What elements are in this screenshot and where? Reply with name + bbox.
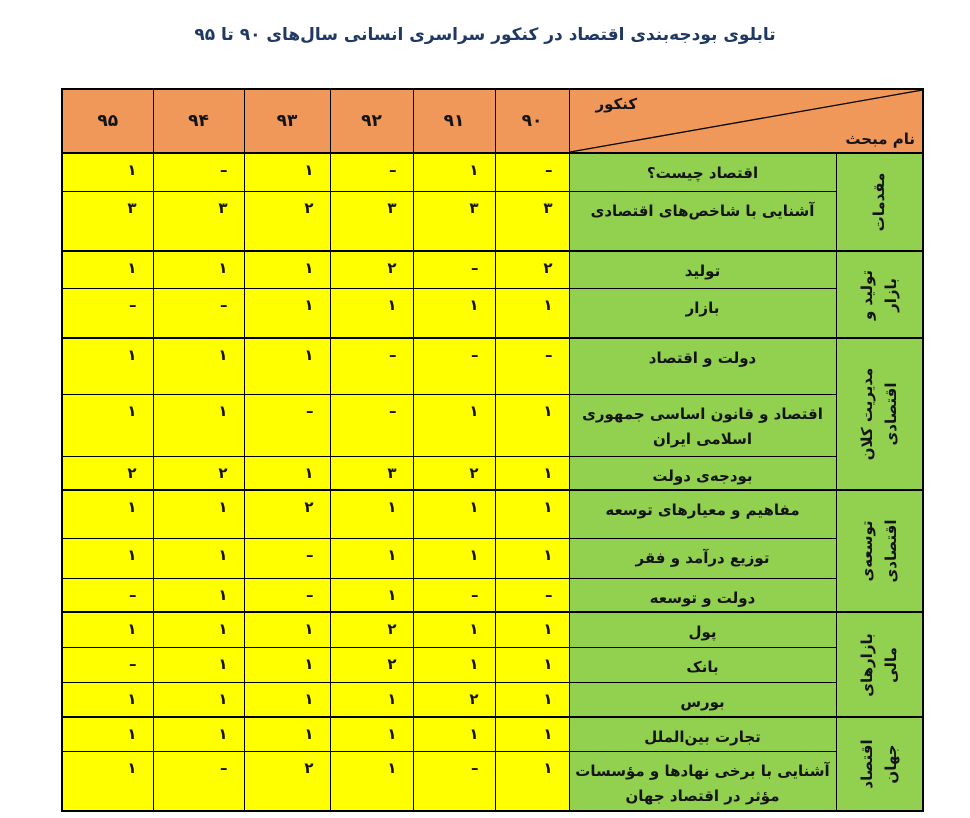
- value-cell: ۳: [153, 191, 244, 251]
- corner-label-konkur: کنکور: [595, 95, 638, 113]
- value-cell: ۱: [244, 288, 330, 338]
- topic-cell: دولت و اقتصاد: [569, 338, 836, 394]
- value-cell: –: [413, 751, 495, 811]
- table-row: [62, 751, 923, 811]
- value-cell: ۱: [495, 647, 569, 682]
- table-row: [62, 191, 923, 251]
- value-cell: ۲: [244, 490, 330, 538]
- value-cell: –: [153, 288, 244, 338]
- topic-cell: مفاهیم و معیارهای توسعه: [569, 490, 836, 538]
- table-row: [62, 490, 923, 538]
- group-cell: [836, 612, 923, 717]
- group-cell: [836, 717, 923, 811]
- value-cell: ۱: [244, 251, 330, 288]
- value-cell: ۱: [153, 251, 244, 288]
- topic-cell: توزیع درآمد و فقر: [569, 538, 836, 578]
- value-cell: ۳: [413, 191, 495, 251]
- topic-cell: بودجه‌ی دولت: [569, 456, 836, 490]
- topic-cell: تولید: [569, 251, 836, 288]
- value-cell: –: [495, 578, 569, 612]
- value-cell: ۱: [153, 338, 244, 394]
- value-cell: ۱: [495, 751, 569, 811]
- value-cell: ۱: [62, 153, 153, 191]
- value-cell: ۱: [413, 538, 495, 578]
- budget-table-body: [62, 153, 923, 811]
- value-cell: –: [413, 338, 495, 394]
- header-row: [62, 89, 923, 153]
- value-cell: ۱: [495, 394, 569, 456]
- value-cell: ۳: [62, 191, 153, 251]
- value-cell: –: [244, 394, 330, 456]
- value-cell: ۳: [495, 191, 569, 251]
- group-label: اقتصاد جهان: [858, 739, 901, 789]
- group-label: مدیریت کلان اقتصادی: [858, 367, 901, 461]
- group-label: تولید و بازار: [858, 269, 901, 320]
- table-row: [62, 338, 923, 394]
- table-row: [62, 456, 923, 490]
- topic-cell: بورس: [569, 682, 836, 717]
- group-cell: [836, 490, 923, 612]
- year-header-95: ۹۵: [62, 89, 153, 153]
- value-cell: ۱: [495, 456, 569, 490]
- corner-label-topic-name: نام مبحث: [845, 130, 915, 148]
- value-cell: ۲: [153, 456, 244, 490]
- value-cell: ۱: [153, 717, 244, 751]
- value-cell: ۱: [244, 153, 330, 191]
- value-cell: ۱: [495, 682, 569, 717]
- group-cell: [836, 338, 923, 490]
- table-row: [62, 612, 923, 647]
- table-row: [62, 538, 923, 578]
- value-cell: –: [330, 153, 413, 191]
- group-cell: [836, 251, 923, 338]
- value-cell: ۱: [62, 490, 153, 538]
- value-cell: ۲: [330, 612, 413, 647]
- value-cell: ۲: [330, 251, 413, 288]
- page-title: تابلوی بودجه‌بندی اقتصاد در کنکور سراسری انسانی سال‌های ۹۰ تا ۹۵: [194, 25, 776, 45]
- value-cell: ۳: [330, 456, 413, 490]
- value-cell: ۲: [244, 751, 330, 811]
- table-row: [62, 578, 923, 612]
- value-cell: ۱: [62, 682, 153, 717]
- table-row: [62, 153, 923, 191]
- value-cell: ۱: [413, 394, 495, 456]
- value-cell: ۱: [244, 647, 330, 682]
- value-cell: –: [413, 251, 495, 288]
- value-cell: ۳: [330, 191, 413, 251]
- budget-table: [61, 88, 924, 812]
- topic-cell: پول: [569, 612, 836, 647]
- value-cell: ۱: [62, 538, 153, 578]
- value-cell: –: [413, 578, 495, 612]
- topic-cell: تجارت بین‌الملل: [569, 717, 836, 751]
- value-cell: ۱: [153, 538, 244, 578]
- value-cell: –: [495, 338, 569, 394]
- topic-cell: بازار: [569, 288, 836, 338]
- value-cell: ۱: [244, 338, 330, 394]
- value-cell: ۱: [153, 612, 244, 647]
- value-cell: ۱: [244, 612, 330, 647]
- group-label: مقدمات: [870, 172, 889, 232]
- table-row: [62, 717, 923, 751]
- value-cell: ۲: [62, 456, 153, 490]
- table-row: [62, 288, 923, 338]
- value-cell: ۱: [62, 394, 153, 456]
- value-cell: ۱: [330, 751, 413, 811]
- value-cell: ۱: [413, 490, 495, 538]
- corner-header-cell: [569, 89, 923, 153]
- value-cell: ۱: [495, 490, 569, 538]
- value-cell: –: [244, 538, 330, 578]
- topic-cell: آشنایی با برخی نهادها و مؤسسات مؤثر در اقتصاد جهان: [569, 751, 836, 811]
- value-cell: ۱: [330, 578, 413, 612]
- value-cell: –: [153, 751, 244, 811]
- topic-cell: اقتصاد و قانون اساسی جمهوری اسلامی ایران: [569, 394, 836, 456]
- value-cell: ۱: [330, 288, 413, 338]
- value-cell: –: [330, 338, 413, 394]
- value-cell: –: [62, 647, 153, 682]
- topic-cell: دولت و توسعه: [569, 578, 836, 612]
- value-cell: ۱: [413, 612, 495, 647]
- value-cell: ۱: [244, 456, 330, 490]
- value-cell: ۱: [62, 338, 153, 394]
- topic-cell: بانک: [569, 647, 836, 682]
- value-cell: ۱: [413, 288, 495, 338]
- value-cell: ۱: [153, 490, 244, 538]
- group-label: توسعه‌ی اقتصادی: [858, 519, 901, 583]
- value-cell: –: [153, 153, 244, 191]
- value-cell: ۱: [330, 490, 413, 538]
- year-header-94: ۹۴: [153, 89, 244, 153]
- value-cell: ۱: [330, 538, 413, 578]
- table-row: [62, 251, 923, 288]
- value-cell: –: [244, 578, 330, 612]
- value-cell: ۱: [495, 717, 569, 751]
- topic-cell: اقتصاد چیست؟: [569, 153, 836, 191]
- value-cell: ۱: [495, 612, 569, 647]
- value-cell: ۱: [244, 682, 330, 717]
- value-cell: ۲: [495, 251, 569, 288]
- value-cell: ۱: [330, 682, 413, 717]
- group-cell: [836, 153, 923, 251]
- value-cell: ۱: [413, 153, 495, 191]
- value-cell: ۲: [330, 647, 413, 682]
- value-cell: ۱: [62, 251, 153, 288]
- table-row: [62, 394, 923, 456]
- value-cell: ۱: [153, 682, 244, 717]
- value-cell: ۱: [62, 717, 153, 751]
- year-header-90: ۹۰: [495, 89, 569, 153]
- value-cell: ۱: [62, 751, 153, 811]
- value-cell: ۱: [495, 538, 569, 578]
- value-cell: ۱: [495, 288, 569, 338]
- group-label: بازارهای مالی: [858, 632, 901, 697]
- year-header-93: ۹۳: [244, 89, 330, 153]
- value-cell: ۱: [153, 647, 244, 682]
- value-cell: ۱: [153, 578, 244, 612]
- value-cell: ۲: [413, 456, 495, 490]
- value-cell: ۱: [413, 717, 495, 751]
- table-row: [62, 647, 923, 682]
- value-cell: ۲: [244, 191, 330, 251]
- value-cell: ۱: [413, 647, 495, 682]
- table-header: [62, 89, 923, 153]
- topic-cell: آشنایی با شاخص‌های اقتصادی: [569, 191, 836, 251]
- year-header-92: ۹۲: [330, 89, 413, 153]
- value-cell: –: [495, 153, 569, 191]
- value-cell: ۲: [413, 682, 495, 717]
- value-cell: ۱: [153, 394, 244, 456]
- year-header-91: ۹۱: [413, 89, 495, 153]
- value-cell: ۱: [62, 612, 153, 647]
- table-row: [62, 682, 923, 717]
- value-cell: ۱: [244, 717, 330, 751]
- value-cell: –: [62, 288, 153, 338]
- value-cell: –: [330, 394, 413, 456]
- value-cell: –: [62, 578, 153, 612]
- value-cell: ۱: [330, 717, 413, 751]
